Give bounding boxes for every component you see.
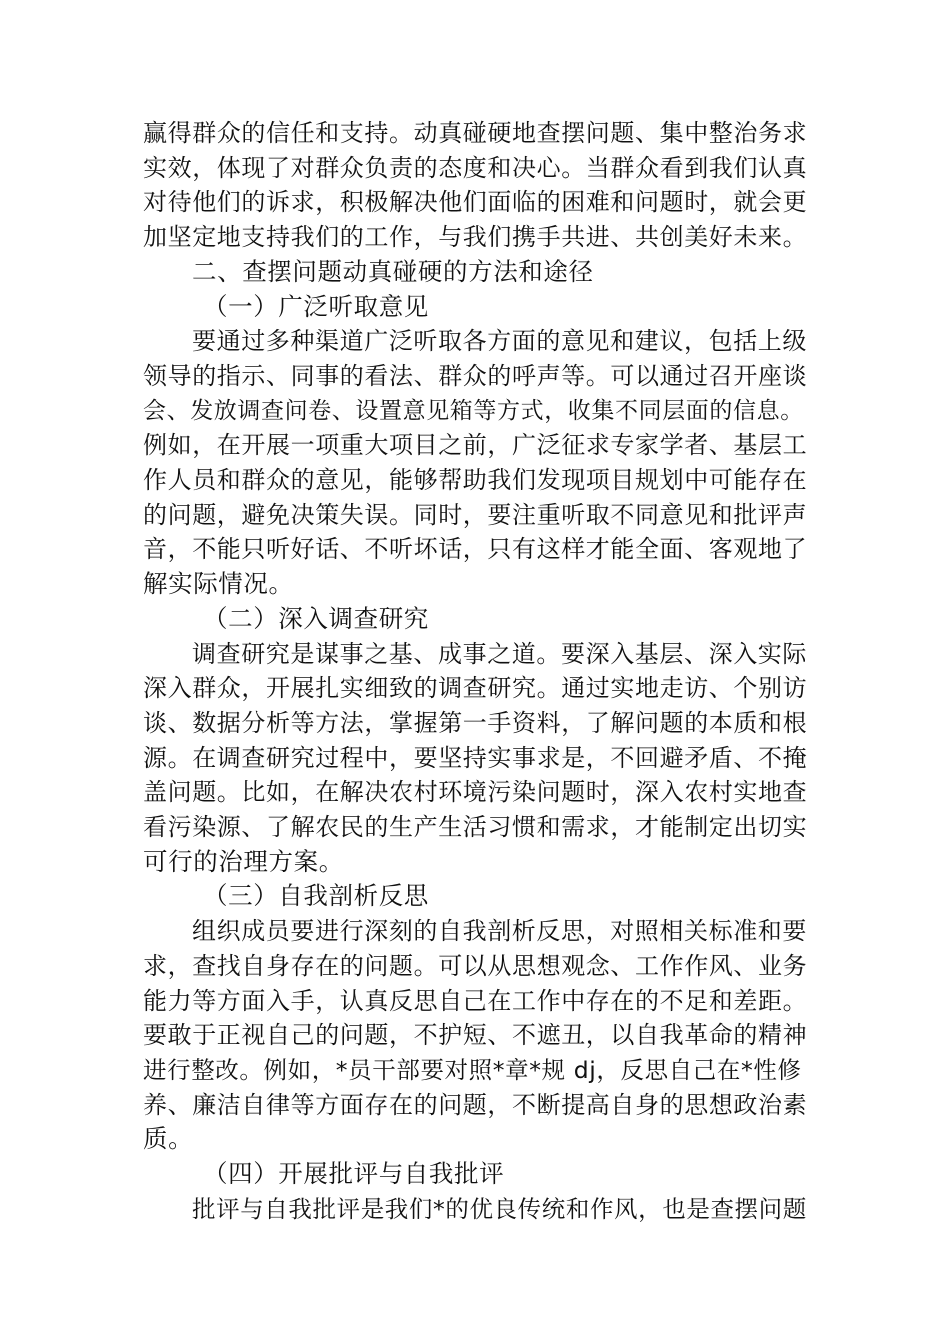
paragraph-line: 作人员和群众的意见，能够帮助我们发现项目规划中可能存在 — [143, 466, 808, 495]
paragraph-line: 进行整改。例如，*员干部要对照*章*规 dj，反思自己在*性修 — [143, 1055, 802, 1084]
paragraph-line: 音，不能只听好话、不听坏话，只有这样才能全面、客观地了 — [143, 535, 808, 564]
paragraph-line: 质。 — [143, 1124, 194, 1154]
subsection-heading: （三）自我剖析反思 — [203, 881, 429, 911]
paragraph-line: 深入群众，开展扎实细致的调查研究。通过实地走访、个别访 — [143, 674, 808, 703]
paragraph-line: 领导的指示、同事的看法、群众的呼声等。可以通过召开座谈 — [143, 361, 808, 390]
paragraph-line: 的问题，避免决策失误。同时，要注重听取不同意见和批评声 — [143, 500, 808, 529]
paragraph-line: 要通过多种渠道广泛听取各方面的意见和建议，包括上级 — [192, 327, 807, 356]
paragraph-line: 实效，体现了对群众负责的态度和决心。当群众看到我们认真 — [143, 153, 808, 182]
paragraph-line: 对待他们的诉求，积极解决他们面临的困难和问题时，就会更 — [143, 188, 808, 217]
paragraph-line: 赢得群众的信任和支持。动真碰硬地查摆问题、集中整治务求 — [143, 119, 808, 147]
subsection-heading: （一）广泛听取意见 — [203, 291, 429, 321]
paragraph-line: 调查研究是谋事之基、成事之道。要深入基层、深入实际 — [192, 639, 807, 668]
paragraph-line: 加坚定地支持我们的工作，与我们携手共进、共创美好未来。 — [143, 223, 808, 252]
paragraph-line: 例如，在开展一项重大项目之前，广泛征求专家学者、基层工 — [143, 431, 808, 460]
paragraph-line: 组织成员要进行深刻的自我剖析反思，对照相关标准和要 — [192, 917, 807, 946]
paragraph-line: 谈、数据分析等方法，掌握第一手资料，了解问题的本质和根 — [143, 708, 808, 737]
paragraph-line: 要敢于正视自己的问题，不护短、不遮丑，以自我革命的精神 — [143, 1021, 808, 1050]
paragraph-line: 看污染源、了解农民的生产生活习惯和需求，才能制定出切实 — [143, 813, 808, 842]
paragraph-line: 养、廉洁自律等方面存在的问题，不断提高自身的思想政治素 — [143, 1090, 808, 1119]
paragraph-line: 能力等方面入手，认真反思自己在工作中存在的不足和差距。 — [143, 986, 808, 1015]
section-heading: 二、查摆问题动真碰硬的方法和途径 — [192, 256, 594, 286]
paragraph-line: 可行的治理方案。 — [143, 846, 344, 876]
paragraph-line: 盖问题。比如，在解决农村环境污染问题时，深入农村实地查 — [143, 778, 808, 807]
paragraph-line: 解实际情况。 — [143, 569, 294, 599]
paragraph-line: 求，查找自身存在的问题。可以从思想观念、工作作风、业务 — [143, 951, 808, 980]
subsection-heading: （四）开展批评与自我批评 — [203, 1159, 505, 1189]
paragraph-line: 批评与自我批评是我们*的优良传统和作风，也是查摆问题 — [192, 1194, 807, 1223]
subsection-heading: （二）深入调查研究 — [203, 603, 429, 633]
paragraph-line: 会、发放调查问卷、设置意见箱等方式，收集不同层面的信息。 — [143, 397, 804, 424]
paragraph-line: 源。在调查研究过程中，要坚持实事求是，不回避矛盾、不掩 — [143, 743, 808, 772]
document-body — [143, 116, 809, 1227]
